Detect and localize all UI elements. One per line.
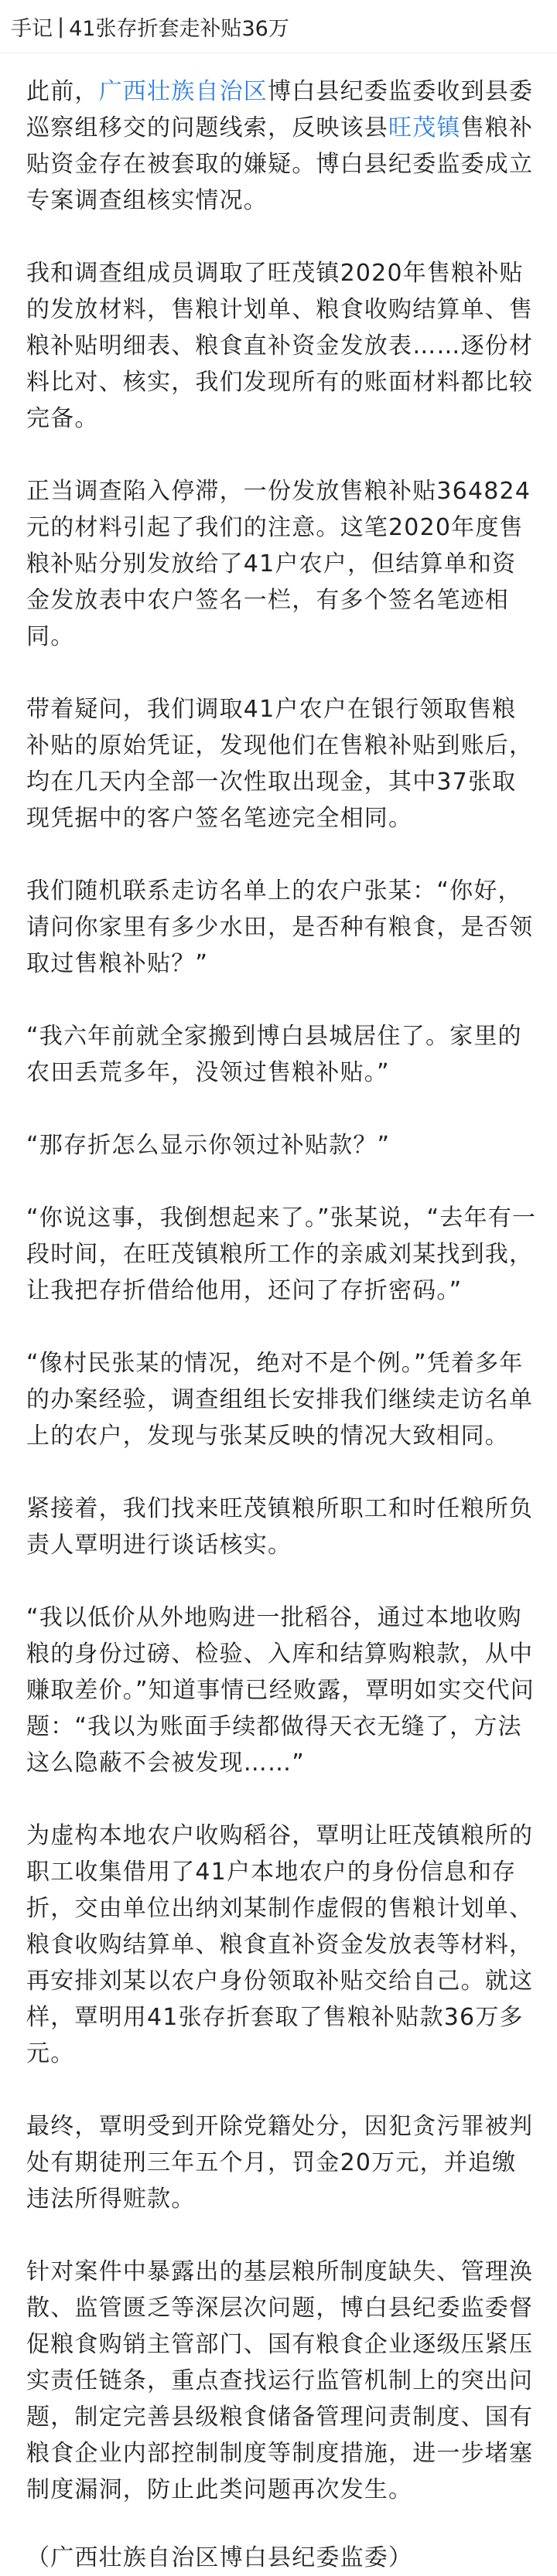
header-source: 手记 [11, 16, 53, 41]
paragraph-12: 为虚构本地农户收购稻谷，覃明让旺茂镇粮所的职工收集借用了41户本地农户的身份信息和存折，交由单位出纳刘某制作虚假的售粮计划单、粮食收购结算单、粮食直补资金发放表等材料，再安排刘某以农户身份领取补贴交给自己。就这样，覃明用41张存折套取了售粮补贴款36万多元。 [26, 1822, 534, 2067]
paragraph-2: 我和调查组成员调取了旺茂镇2020年售粮补贴的发放材料，售粮计划单、粮食收购结算单、售粮补贴明细表、粮食直补资金发放表……逐份材料比对、核实，我们发现所有的账面材料都比较完备。 [26, 260, 534, 432]
paragraph-14: 针对案件中暴露出的基层粮所制度缺失、管理涣散、监管匮乏等深层次问题，博白县纪委监委督促粮食购销主管部门、国有粮食企业逐级压紧压实责任链条，重点查找运行监管机制上的突出问题，制定完善县级粮食储备管理问责制度、国有粮食企业内部控制制度等制度措施，进一步堵塞制度漏洞，防止此类问题再次发生。 [26, 2258, 534, 2503]
article-header [0, 0, 557, 53]
article-title: 41张存折套走补贴36万 [69, 16, 289, 41]
paragraph-1-pre: 此前， [26, 78, 99, 105]
link-wangmao-town[interactable]: 旺茂镇 [388, 114, 461, 141]
paragraph-8: “你说这事，我倒想起来了。”张某说，“去年有一段时间，在旺茂镇粮所工作的亲戚刘某找到我，让我把存折借给他用，还问了存折密码。” [26, 1205, 537, 1304]
paragraph-9: “像村民张某的情况，绝对不是个例。”凭着多年的办案经验，调查组组长安排我们继续走访名单上的农户，发现与张某反映的情况大致相同。 [26, 1350, 534, 1450]
link-guangxi[interactable]: 广西壮族自治区 [98, 78, 268, 105]
paragraph-6: “我六年前就全家搬到博白县城居住了。家里的农田丢荒多年，没领过售粮补贴。” [26, 1023, 522, 1086]
paragraph-5: 我们随机联系走访名单上的农户张某：“你好，请问你家里有多少水田，是否种有粮食，是否领取过售粮补贴？” [26, 877, 534, 977]
paragraph-7: “那存折怎么显示你领过补贴款？” [26, 1132, 391, 1159]
paragraph-1-post: 售粮补贴资金存在被套取的嫌疑。博白县纪委监委成立专案调查组核实情况。 [26, 114, 534, 214]
paragraph-10: 紧接着，我们找来旺茂镇粮所职工和时任粮所负责人覃明进行谈话核实。 [26, 1495, 534, 1559]
paragraph-13: 最终，覃明受到开除党籍处分，因犯贪污罪被判处有期徒刑三年五个月，罚金20万元，并追缴违法所得赃款。 [26, 2113, 534, 2213]
header-separator: | [57, 14, 65, 39]
paragraph-3: 正当调查陷入停滞，一份发放售粮补贴364824元的材料引起了我们的注意。这笔2020年度售粮补贴分别发放给了41户农户，但结算单和资金发放表中农户签名一栏，有多个签名笔迹相同。 [26, 478, 531, 650]
paragraph-4: 带着疑问，我们调取41户农户在银行领取售粮补贴的原始凭证，发现他们在售粮补贴到账后，均在几天内全部一次性取出现金，其中37张取现凭据中的客户签名笔迹完全相同。 [26, 696, 534, 832]
paragraph-1 [26, 73, 537, 219]
article-body [0, 53, 557, 2576]
paragraph-11: “我以低价从外地购进一批稻谷，通过本地收购粮的身份过磅、检验、入库和结算购粮款，从中赚取差价。”知道事情已经败露，覃明如实交代问题：“我以为账面手续都做得天衣无缝了，方法这么隐蔽不会被发现……” [26, 1604, 535, 1777]
paragraph-1-mid: 博白县纪委监委收到县委巡察组移交的问题线索，反映该县 [26, 78, 534, 141]
article-signature: （广西壮族自治区博白县纪委监委） [26, 2544, 413, 2571]
